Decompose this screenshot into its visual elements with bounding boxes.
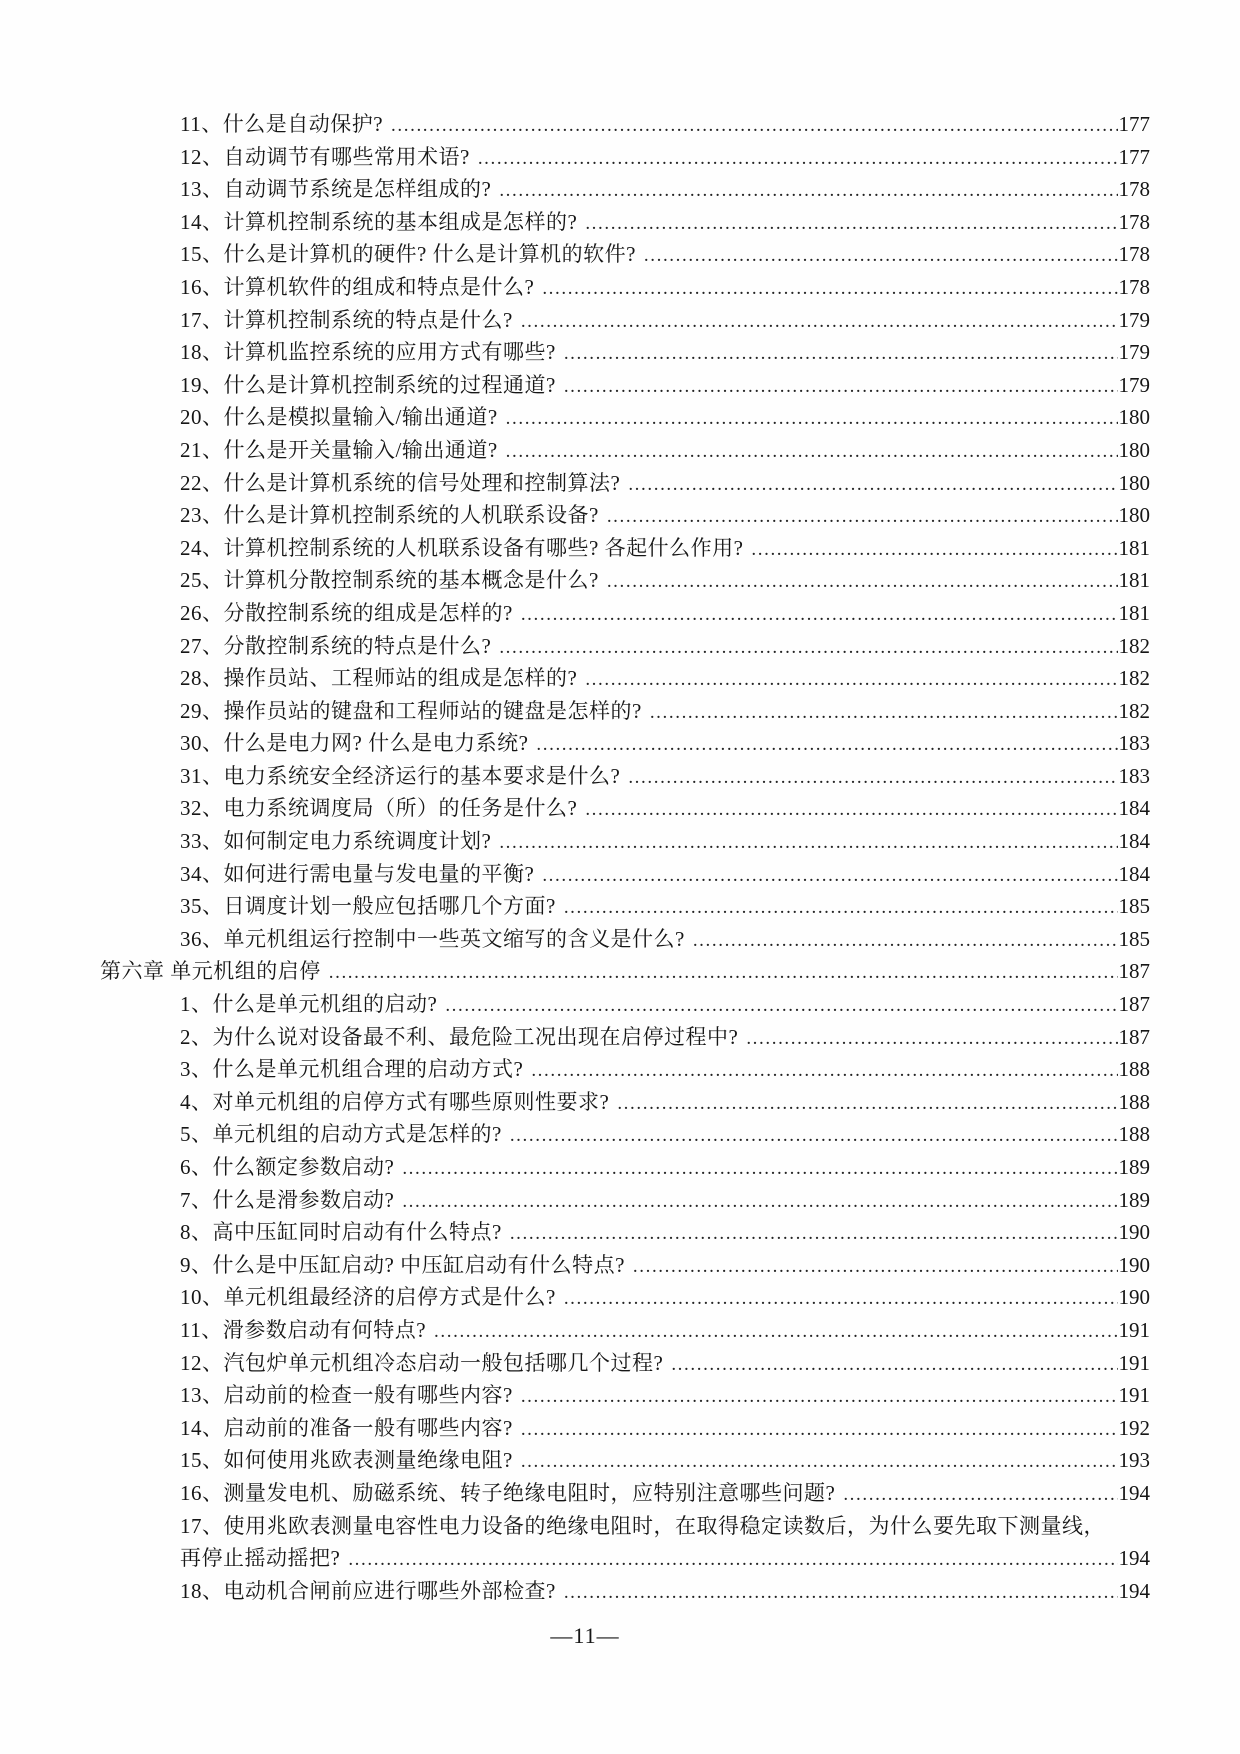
dot-leader bbox=[564, 1575, 1118, 1610]
toc-item-row bbox=[180, 727, 1150, 760]
toc-item-row bbox=[180, 1314, 1150, 1347]
toc-item-row bbox=[180, 564, 1150, 597]
dot-leader bbox=[617, 1086, 1117, 1121]
toc-item-row bbox=[180, 695, 1150, 728]
page-number: 194 bbox=[1118, 1546, 1150, 1571]
toc-entry-text: 36、单元机组运行控制中一些英文缩写的含义是什么? bbox=[180, 926, 685, 951]
page-number: 177 bbox=[1118, 144, 1150, 169]
dot-leader bbox=[499, 173, 1117, 208]
toc-entry-text: 再停止摇动摇把? bbox=[180, 1546, 341, 1571]
toc-entry-text: 23、什么是计算机控制系统的人机联系设备? bbox=[180, 503, 599, 528]
dot-leader bbox=[746, 1021, 1117, 1056]
toc-entry-text: 21、什么是开关量输入/输出通道? bbox=[180, 437, 498, 462]
toc-entry-text: 35、日调度计划一般应包括哪几个方面? bbox=[180, 894, 556, 919]
dot-leader bbox=[542, 271, 1117, 306]
page-number: 194 bbox=[1118, 1480, 1150, 1505]
toc-entry-text: 25、计算机分散控制系统的基本概念是什么? bbox=[180, 568, 599, 593]
dot-leader bbox=[521, 597, 1118, 632]
page-number: 180 bbox=[1118, 503, 1150, 528]
page-number: 190 bbox=[1118, 1220, 1150, 1245]
toc-entry-text: 14、计算机控制系统的基本组成是怎样的? bbox=[180, 209, 578, 234]
toc-item-row bbox=[180, 1021, 1150, 1054]
page-number: 182 bbox=[1118, 666, 1150, 691]
toc-item-row bbox=[180, 532, 1150, 565]
toc-entry-text: 27、分散控制系统的特点是什么? bbox=[180, 633, 492, 658]
dot-leader bbox=[751, 532, 1117, 567]
toc-item-row bbox=[180, 499, 1150, 532]
dot-leader bbox=[402, 1184, 1117, 1219]
toc-entry-text: 16、计算机软件的组成和特点是什么? bbox=[180, 274, 535, 299]
dot-leader bbox=[564, 1281, 1118, 1316]
toc-item-row bbox=[180, 597, 1150, 630]
page-number: 185 bbox=[1118, 926, 1150, 951]
toc-entry-text: 4、对单元机组的启停方式有哪些原则性要求? bbox=[180, 1089, 610, 1114]
dot-leader bbox=[628, 467, 1117, 502]
toc-entry-text: 11、滑参数启动有何特点? bbox=[180, 1317, 427, 1342]
page-number: 188 bbox=[1118, 1089, 1150, 1114]
page-number: 179 bbox=[1118, 340, 1150, 365]
toc-entry-text: 9、什么是中压缸启动? 中压缸启动有什么特点? bbox=[180, 1252, 625, 1277]
page-number: 181 bbox=[1118, 535, 1150, 560]
toc-item-row bbox=[180, 304, 1150, 337]
page-number: 190 bbox=[1118, 1252, 1150, 1277]
toc-item-row bbox=[180, 1477, 1150, 1510]
dot-leader bbox=[521, 1412, 1118, 1447]
dot-leader bbox=[644, 238, 1118, 273]
dot-leader bbox=[607, 499, 1118, 534]
page-number: 183 bbox=[1118, 731, 1150, 756]
dot-leader bbox=[391, 108, 1117, 143]
toc-item-row bbox=[180, 1281, 1150, 1314]
page-number: 187 bbox=[1118, 959, 1150, 984]
toc-entry-text: 12、汽包炉单元机组冷态启动一般包括哪几个过程? bbox=[180, 1350, 664, 1375]
dot-leader bbox=[499, 825, 1117, 860]
toc-item-row bbox=[180, 1575, 1150, 1608]
toc-item-row bbox=[180, 1249, 1150, 1282]
toc-entry-text: 33、如何制定电力系统调度计划? bbox=[180, 829, 492, 854]
toc-item-row bbox=[180, 1151, 1150, 1184]
dot-leader bbox=[633, 1249, 1118, 1284]
toc-entry-text: 17、使用兆欧表测量电容性电力设备的绝缘电阻时，在取得稳定读数后，为什么要先取下测量线， bbox=[180, 1513, 1105, 1538]
dot-leader bbox=[671, 1347, 1117, 1382]
page-number: 189 bbox=[1118, 1187, 1150, 1212]
toc-item-row bbox=[180, 401, 1150, 434]
toc-item-row bbox=[180, 141, 1150, 174]
toc-chapter-row bbox=[100, 955, 1150, 988]
page-number: 185 bbox=[1118, 894, 1150, 919]
dot-leader bbox=[536, 727, 1117, 762]
toc-item-row bbox=[180, 1184, 1150, 1217]
toc-entry-text: 11、什么是自动保护? bbox=[180, 112, 384, 136]
dot-leader bbox=[445, 988, 1117, 1023]
page-number: 179 bbox=[1118, 307, 1150, 332]
dot-leader bbox=[564, 369, 1118, 404]
toc-item-row bbox=[180, 1216, 1150, 1249]
toc-item-row bbox=[180, 467, 1150, 500]
page-number: 181 bbox=[1118, 600, 1150, 625]
page-number: 184 bbox=[1118, 861, 1150, 886]
toc-entry-text: 31、电力系统安全经济运行的基本要求是什么? bbox=[180, 763, 621, 788]
dot-leader bbox=[510, 1118, 1118, 1153]
toc-entry-text: 13、启动前的检查一般有哪些内容? bbox=[180, 1383, 513, 1408]
page-number: 188 bbox=[1118, 1057, 1150, 1082]
toc-item-row bbox=[180, 434, 1150, 467]
toc-item-row bbox=[180, 988, 1150, 1021]
toc-entry-text: 18、计算机监控系统的应用方式有哪些? bbox=[180, 340, 556, 365]
toc-item-row bbox=[180, 792, 1150, 825]
dot-leader bbox=[506, 434, 1118, 469]
toc-entry-text: 20、什么是模拟量输入/输出通道? bbox=[180, 405, 498, 430]
toc-entry-text: 2、为什么说对设备最不利、最危险工况出现在启停过程中? bbox=[180, 1024, 739, 1049]
toc-entry-text: 24、计算机控制系统的人机联系设备有哪些? 各起什么作用? bbox=[180, 535, 744, 560]
page-number: 194 bbox=[1118, 1578, 1150, 1603]
page-number: 180 bbox=[1118, 470, 1150, 495]
toc-entry-text: 15、如何使用兆欧表测量绝缘电阻? bbox=[180, 1448, 513, 1473]
dot-leader bbox=[843, 1477, 1117, 1512]
page-number: 184 bbox=[1118, 829, 1150, 854]
dot-leader bbox=[348, 1542, 1117, 1577]
toc-entry-text: 14、启动前的准备一般有哪些内容? bbox=[180, 1415, 513, 1440]
toc-entry-text: 22、什么是计算机系统的信号处理和控制算法? bbox=[180, 470, 621, 495]
page-number: 180 bbox=[1118, 405, 1150, 430]
dot-leader bbox=[585, 206, 1117, 241]
dot-leader bbox=[506, 401, 1118, 436]
toc-entry-text: 29、操作员站的键盘和工程师站的键盘是怎样的? bbox=[180, 698, 642, 723]
toc-entry-text: 19、什么是计算机控制系统的过程通道? bbox=[180, 372, 556, 397]
toc-entry-text: 26、分散控制系统的组成是怎样的? bbox=[180, 600, 513, 625]
dot-leader bbox=[521, 1444, 1118, 1479]
toc-entry-text: 32、电力系统调度局（所）的任务是什么? bbox=[180, 796, 578, 821]
dot-leader bbox=[510, 1216, 1118, 1251]
page-number: 182 bbox=[1118, 698, 1150, 723]
page-number: 188 bbox=[1118, 1122, 1150, 1147]
toc-item-row bbox=[180, 108, 1150, 141]
dot-leader bbox=[434, 1314, 1117, 1349]
toc-entry-text: 18、电动机合闸前应进行哪些外部检查? bbox=[180, 1578, 556, 1603]
toc-item-row bbox=[180, 1118, 1150, 1151]
page-number: 180 bbox=[1118, 437, 1150, 462]
page-number: 179 bbox=[1118, 372, 1150, 397]
toc-entry-text: 7、什么是滑参数启动? bbox=[180, 1187, 395, 1212]
toc-item-row bbox=[180, 238, 1150, 271]
toc-item-row bbox=[180, 1510, 1150, 1575]
dot-leader bbox=[564, 336, 1118, 371]
toc-entry-text: 13、自动调节系统是怎样组成的? bbox=[180, 177, 492, 202]
page-number: 191 bbox=[1118, 1350, 1150, 1375]
toc-entry-text: 6、什么额定参数启动? bbox=[180, 1155, 395, 1179]
toc-item-row bbox=[180, 1412, 1150, 1445]
toc-item-row bbox=[180, 858, 1150, 891]
toc-item-row bbox=[180, 1379, 1150, 1412]
page-number: 191 bbox=[1118, 1383, 1150, 1408]
toc-item-row bbox=[180, 1444, 1150, 1477]
toc-item-row bbox=[180, 890, 1150, 923]
dot-leader bbox=[607, 564, 1118, 599]
page-number: 178 bbox=[1118, 177, 1150, 202]
page-number: 183 bbox=[1118, 763, 1150, 788]
toc-entry-text: 8、高中压缸同时启动有什么特点? bbox=[180, 1220, 502, 1245]
toc-entry-text: 30、什么是电力网? 什么是电力系统? bbox=[180, 731, 529, 756]
toc-item-row bbox=[180, 271, 1150, 304]
toc-entry-text: 10、单元机组最经济的启停方式是什么? bbox=[180, 1285, 556, 1310]
toc-item-row bbox=[180, 825, 1150, 858]
dot-leader bbox=[521, 1379, 1118, 1414]
dot-leader bbox=[628, 760, 1117, 795]
dot-leader bbox=[478, 141, 1118, 176]
toc-entry-text: 28、操作员站、工程师站的组成是怎样的? bbox=[180, 666, 578, 691]
dot-leader bbox=[650, 695, 1118, 730]
toc-item-row bbox=[180, 630, 1150, 663]
page-number: 177 bbox=[1118, 112, 1150, 136]
page-number: 189 bbox=[1118, 1155, 1150, 1179]
page-number: 178 bbox=[1118, 209, 1150, 234]
toc-item-row bbox=[180, 923, 1150, 956]
dot-leader bbox=[402, 1151, 1117, 1186]
page-number: 182 bbox=[1118, 633, 1150, 658]
page-number: 190 bbox=[1118, 1285, 1150, 1310]
toc-item-row bbox=[180, 1347, 1150, 1380]
dot-leader bbox=[531, 1053, 1117, 1088]
toc-entry-text: 3、什么是单元机组合理的启动方式? bbox=[180, 1057, 524, 1082]
page-number-footer: —11— bbox=[550, 1623, 620, 1649]
toc-item-row bbox=[180, 662, 1150, 695]
dot-leader bbox=[564, 890, 1118, 925]
toc-item-row bbox=[180, 206, 1150, 239]
dot-leader bbox=[329, 955, 1118, 990]
toc-entry-text: 15、什么是计算机的硬件? 什么是计算机的软件? bbox=[180, 242, 636, 267]
toc-item-row bbox=[180, 1086, 1150, 1119]
dot-leader bbox=[542, 858, 1117, 893]
dot-leader bbox=[521, 304, 1118, 339]
toc-entry-text: 17、计算机控制系统的特点是什么? bbox=[180, 307, 513, 332]
toc-entry-text: 12、自动调节有哪些常用术语? bbox=[180, 144, 470, 169]
page-number: 191 bbox=[1118, 1317, 1150, 1342]
toc-entry-text: 第六章 单元机组的启停 bbox=[100, 959, 321, 984]
dot-leader bbox=[499, 630, 1117, 665]
toc-item-row bbox=[180, 336, 1150, 369]
dot-leader bbox=[693, 923, 1118, 958]
dot-leader bbox=[585, 792, 1117, 827]
toc-list bbox=[100, 108, 1150, 1607]
toc-entry-text: 1、什么是单元机组的启动? bbox=[180, 992, 438, 1017]
toc-entry-text: 16、测量发电机、励磁系统、转子绝缘电阻时，应特别注意哪些问题? bbox=[180, 1480, 836, 1505]
page-number: 184 bbox=[1118, 796, 1150, 821]
toc-item-row bbox=[180, 369, 1150, 402]
dot-leader bbox=[585, 662, 1117, 697]
page-number: 178 bbox=[1118, 274, 1150, 299]
page-number: 187 bbox=[1118, 1024, 1150, 1049]
toc-item-row bbox=[180, 173, 1150, 206]
toc-entry-text: 34、如何进行需电量与发电量的平衡? bbox=[180, 861, 535, 886]
page-number: 178 bbox=[1118, 242, 1150, 267]
toc-entry-text: 5、单元机组的启动方式是怎样的? bbox=[180, 1122, 502, 1147]
page-number: 187 bbox=[1118, 992, 1150, 1017]
toc-item-row bbox=[180, 760, 1150, 793]
toc-item-row bbox=[180, 1053, 1150, 1086]
page-number: 193 bbox=[1118, 1448, 1150, 1473]
page-number: 192 bbox=[1118, 1415, 1150, 1440]
page-number: 181 bbox=[1118, 568, 1150, 593]
